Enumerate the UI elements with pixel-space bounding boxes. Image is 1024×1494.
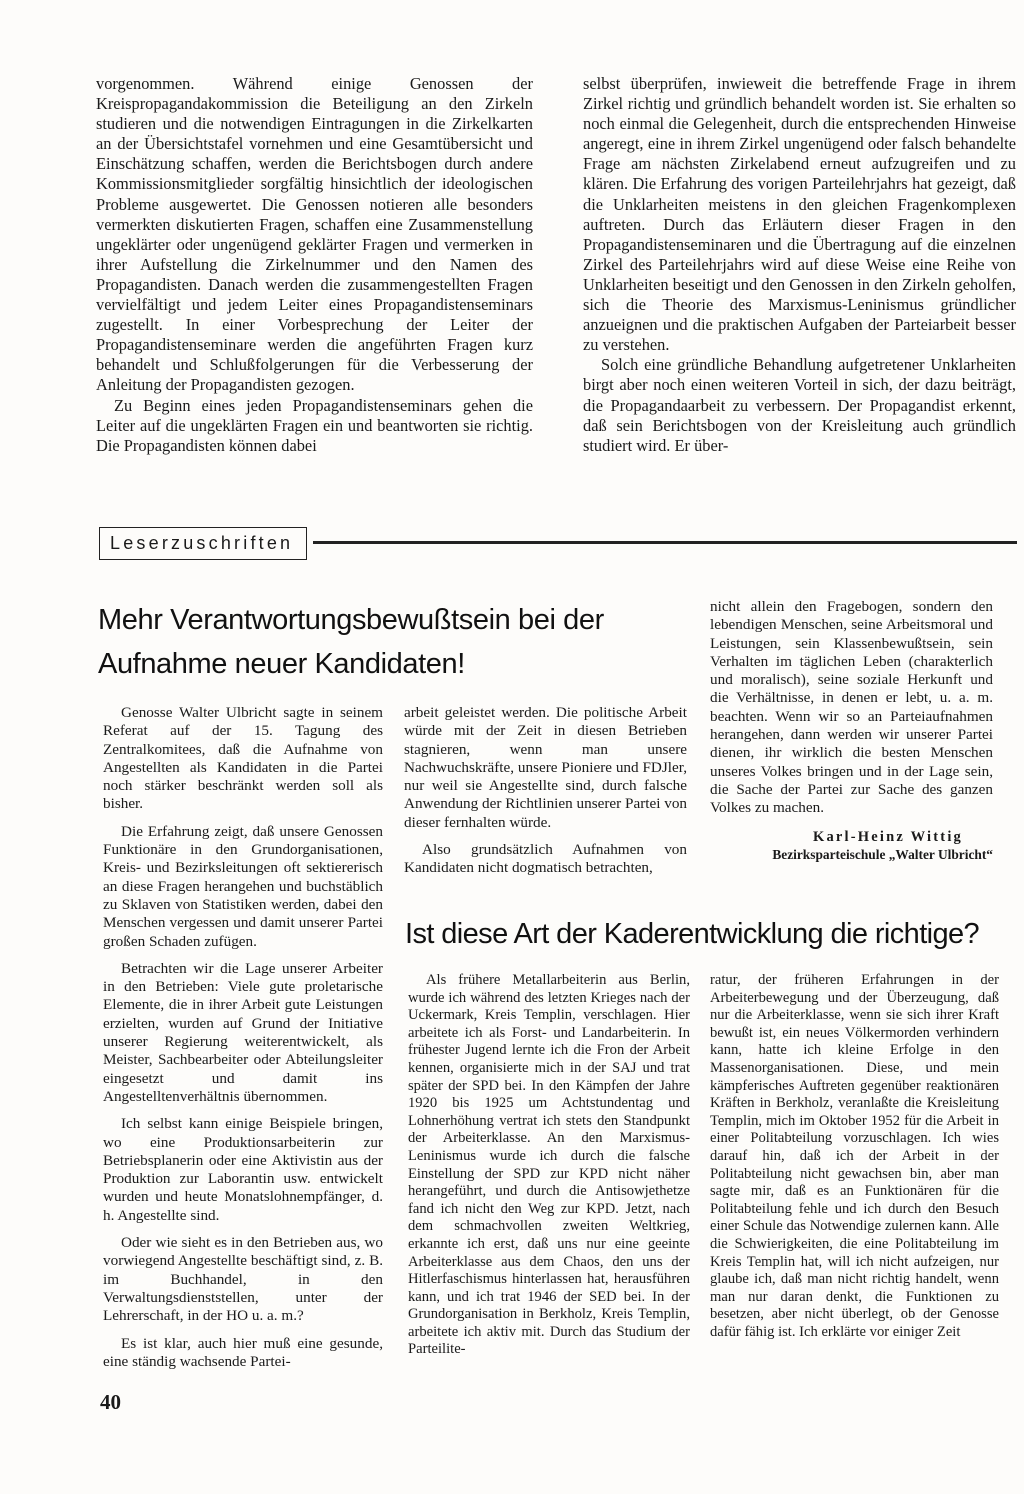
article1-column-1 [103, 704, 383, 1371]
paragraph: Als frühere Metallarbeiterin aus Berlin, wurde ich während des letzten Krieges nach der Uckermark, Kreis Templin, verschlagen. Hier arbeitete ich als Forst- und Landarbeiterin. In frühester Jugend lernte ich die Fron der Arbeit kennen, organisierte mich in der SAJ und trat später der SPD bei. In den Kämpfen der Jahre 1920 bis 1925 um Achtstundentag und Lohnerhöhung vertrat ich stets den Standpunkt der Arbeiterklasse. An den Marxismus-Leninismus wurde ich durch die falsche Einstellung der SPD zur KPD nicht näher herangeführt, und durch die Antisowjethetze fand ich nicht den Weg zur KPD. Jetzt, nach dem schmachvollen zweiten Weltkrieg, erkannte ich erst, daß uns nur eine geeinte Arbeiterklasse aus dem Chaos, den uns der Hitlerfaschismus hinterlassen hat, herausführen kann, und ich trat 1946 der SED bei. In der Grundorganisation in Berkholz, Kreis Templin, arbeitete ich aktiv mit. Durch das Studium der Parteilite- [408, 972, 690, 1358]
paragraph: vorgenommen. Während einige Genossen der Kreispropagandakommission die Beteiligung an den Zirkeln studieren und die notwendigen Eintragungen in die Zirkelkarten an der Übersichtstafel vornehmen und eine Gesamtübersicht und Einschätzung schaffen, werden die Berichtsbogen durch andere Kommissionsmitglieder sorgfältig hinsichtlich der ideologischen Probleme ausgewertet. Die Genossen notieren alle besonders vermerkten diskutierten Fragen, schaffen eine Zusammenstellung ungeklärter oder ungenügend geklärter Fragen und vermerken in ihrer Aufstellung die Zirkelnummer und den Namen des Propagandisten. Danach werden die zusammengestellten Fragen vervielfältigt und jedem Leiter eines Propagandistenseminars zugestellt. In einer Vorbesprechung der Leiter der Propagandistenseminare werden die angeführten Fragen kurz behandelt und Schlußfolgerungen für die Verbesserung der Anleitung der Propagandisten gezogen. [96, 74, 533, 395]
section-rule [313, 541, 1017, 544]
paragraph: Zu Beginn eines jeden Propagandistenseminars gehen die Leiter auf die ungeklärten Fragen ein und beantworten sie richtig. Die Propagandisten können dabei [96, 395, 533, 455]
paragraph: Oder wie sieht es in den Betrieben aus, wo vorwiegend Angestellte beschäftigt sind, z. B. im Buchhandel, in den Verwaltungsdienststellen, unter der Lehrerschaft, in der HO u. a. m.? [103, 1234, 383, 1325]
article2-column-1 [408, 972, 690, 1359]
section-header [99, 527, 1017, 563]
paragraph: Also grundsätzlich Aufnahmen von Kandidaten nicht dogmatisch betrachten, [404, 841, 687, 877]
paragraph: selbst überprüfen, inwieweit die betreffende Frage in ihrem Zirkel richtig und gründlich behandelt worden ist. Sie erhalten so noch einmal die Gelegenheit, durch die entsprechenden Hinweise angeregt, eine in ihrem Zirkel ungenügend oder falsch behandelte Frage am nächsten Zirkelabend erneut aufzugreifen und zu klären. Die Erfahrung des vorigen Parteilehrjahrs hat gezeigt, daß die Unklarheiten meistens in den gleichen Fragenkomplexen auftreten. Durch das Erläutern dieser Fragen in den Propagandistenseminaren und die Übertragung auf die einzelnen Zirkel des Parteilehrjahrs wird auf diese Weise eine Reihe von Unklarheiten beseitigt und den Genossen in den Zirkeln geholfen, sich die Theorie des Marxismus-Leninismus gründlicher anzueignen und die praktischen Aufgaben der Parteiarbeit besser zu verstehen. [583, 74, 1016, 355]
article-headline: Mehr Verantwortungsbewußtsein bei der Aufnahme neuer Kandidaten! [98, 604, 604, 680]
paragraph: Solch eine gründliche Behandlung aufgetretener Unklarheiten birgt aber noch einen weiteren Vorteil in sich, der dazu beiträgt, die Propagandaarbeit zu verbessern. Der Propagandist erkennt, daß sein Berichtsbogen von der Kreisleitung auch gründlich studiert wird. Er über- [583, 355, 1016, 455]
paragraph: nicht allein den Fragebogen, sondern den lebendigen Menschen, seine Arbeitsmoral und Leistungen, sein Klassenbewußtsein, sein Verhalten im täglichen Leben (charakterlich und moralisch), seine soziale Herkunft und die Verhältnisse, in denen er lebt, u. a. m. beachten. Wenn wir so an Parteiaufnahmen herangehen, dann werden wir unserer Partei dienen, ihr wirklich die besten Menschen unseres Volkes bringen und in der Lage sein, die Sache der Partei zur Sache des ganzen Volkes zu machen. [710, 598, 993, 817]
section-label: Leserzuschriften [99, 527, 307, 560]
article1-column-3 [710, 598, 993, 864]
page-number: 40 [100, 1390, 121, 1414]
author-affiliation: Bezirksparteischule „Walter Ulbricht“ [772, 846, 993, 862]
top-left-column [96, 74, 533, 456]
paragraph: Es ist klar, auch hier muß eine gesunde, eine ständig wachsende Partei- [103, 1334, 383, 1370]
paragraph: arbeit geleistet werden. Die politische Arbeit würde mit der Zeit in diesen Betrieben stagnieren, wenn man unsere Nachwuchskräfte, unsere Pioniere und FDJler, nur weil sie Angestellte sind, durch falsche Anwendung der Richtlinien unserer Partei von dieser fernhalten würde. [404, 704, 688, 831]
article2-column-2 [710, 972, 999, 1341]
signature [710, 828, 993, 865]
paragraph: Genosse Walter Ulbricht sagte in seinem Referat auf der 15. Tagung des Zentralkomitees, daß die Aufnahme von Angestellten als Kandidaten in die Partei noch stärker beschränkt werden soll als bisher. [103, 704, 383, 813]
paragraph: Ich selbst kann einige Beispiele bringen, wo eine Produktionsarbeiterin zur Betriebsplanerin oder eine Aktivistin aus der Produktion zur Laborantin usw. entwickelt wurden und heute Monatslohnempfänger, d. h. Angestellte sind. [103, 1115, 383, 1224]
top-right-column [583, 74, 1016, 456]
paragraph: Die Erfahrung zeigt, daß unsere Genossen Funktionäre in den Grundorganisationen, Kreis- und Bezirksleitungen oft sektiererisch an diese Fragen herangehen und buchstäblich zu Sklaven von Statistiken werden, dabei den Menschen vergessen und damit unserer Partei großen Schaden zufügen. [103, 822, 383, 950]
paragraph: ratur, der früheren Erfahrungen in der Arbeiterbewegung und der Überzeugung, daß nur die Arbeiterklasse, wenn sie sich ihrer Kraft bewußt ist, ein neues Völkermorden verhindern kann, hatte ich kleine Erfolge in den Massenorganisationen. Diese, und mein kämpferisches Auftreten gegenüber reaktionären Kräften in Berkholz, veranlaßte die Kreisleitung Templin, mich im Oktober 1952 für die Arbeit in einer Politabteilung vorzuschlagen. Ich wies darauf hin, daß ich der Arbeit in der Politabteilung nicht gewachsen bin, aber man sagte mir, daß es an Funktionären für die Politabteilung fehle und ich durch den Besuch einer Schule das Notwendige zulernen kann. Alle die Schwierigkeiten, die eine Politabteilung im Kreis Templin hat, will ich nicht aufzeigen, nur glaube ich, daß man nicht richtig handelt, wenn man nur daran denkt, die Funktionen zu besetzen, aber nicht überlegt, ob der Genosse dafür fähig ist. Ich erklärte vor einiger Zeit [710, 972, 999, 1340]
paragraph: Betrachten wir die Lage unserer Arbeiter in den Betrieben: Viele gute proletarische Elemente, die in ihrer Arbeit gute Leistungen erzielten, wurden auf Grund der Initiative unserer Regierung weiterentwickelt, als Meister, Sachbearbeiter oder Abteilungsleiter eingesetzt und damit ins Angestelltenverhältnis übernommen. [103, 959, 383, 1105]
article1-column-2 [404, 704, 687, 878]
author-name: Karl-Heinz Wittig [812, 828, 963, 845]
article-headline: Ist diese Art der Kaderentwicklung die richtige? [405, 918, 980, 950]
